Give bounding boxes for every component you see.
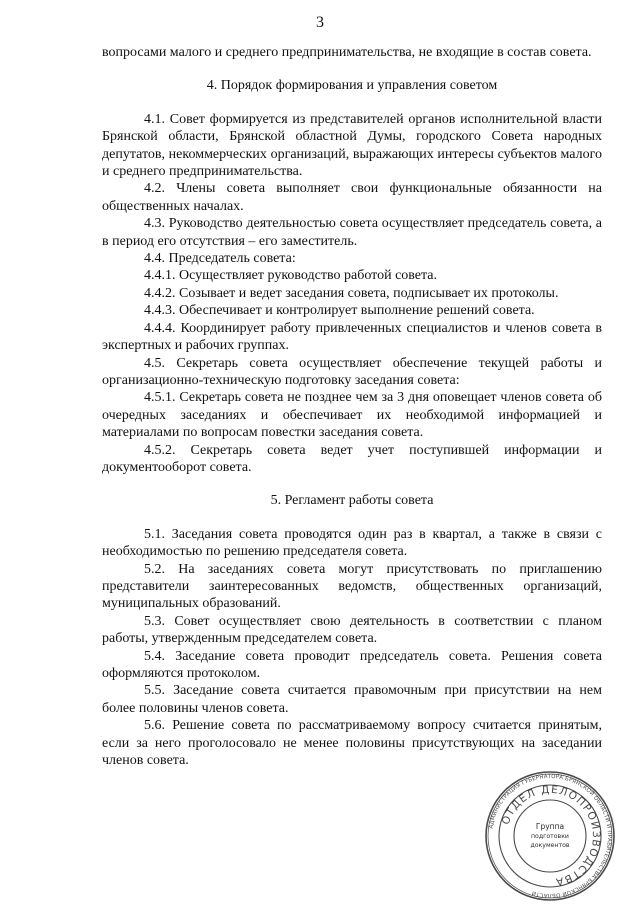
paragraph-4-4-4: 4.4.4. Координирует работу привлеченных специалистов и членов совета в экспертных и рабочих группах.: [102, 320, 602, 354]
stamp-center-line-1: Группа: [535, 822, 565, 831]
paragraph-5-2: 5.2. На заседаниях совета могут присутствовать по приглашению представители заинтересованных ведомств, общественных организаций, муниципальных образований.: [102, 561, 602, 612]
section-4-title: 4. Порядок формирования и управления советом: [206, 78, 498, 94]
paragraph-5-3: 5.3. Совет осуществляет свою деятельность в соответствии с планом работы, утвержденным председателем совета.: [102, 613, 602, 647]
paragraph-4-5: 4.5. Секретарь совета осуществляет обеспечение текущей работы и организационно-техническую подготовку заседания совета:: [102, 355, 602, 388]
paragraph-4-4-2: 4.4.2. Созывает и ведет заседания совета, подписывает их протоколы.: [144, 285, 559, 301]
paragraph-5-6: 5.6. Решение совета по рассматриваемому вопросу считается принятым, если за него проголосовало не менее половины присутствующих на заседании членов совета.: [102, 718, 602, 769]
official-stamp: [484, 770, 616, 902]
paragraph-4-1: 4.1. Совет формируется из представителей органов исполнительной власти Брянской области, Брянской областной Думы, городского Совета народных депутатов, некоммерческих организаций, выражающих интересы субъектов малого и среднего предпринимательства.: [102, 111, 602, 180]
stamp-ring-text: ОТДЕЛ ДЕЛОПРОИЗВОДСТВА: [499, 783, 603, 888]
paragraph-4-4-3: 4.4.3. Обеспечивает и контролирует выполнение решений совета.: [144, 303, 535, 319]
page-number: 3: [316, 14, 324, 31]
paragraph-4-4: 4.4. Председатель совета:: [144, 251, 296, 267]
stamp-center-line-2: подготовки: [531, 833, 569, 840]
paragraph-4-5-1: 4.5.1. Секретарь совета не позднее чем за 3 дня оповещает членов совета об очередных заседаниях и обеспечивает их необходимой информацией и материалами по вопросам повестки заседания совета.: [102, 390, 602, 441]
document-body: [102, 44, 602, 769]
paragraph-4-3: 4.3. Руководство деятельностью совета осуществляет председатель совета, а в период его отсутствия – его заместитель.: [102, 216, 602, 249]
paragraph-4-5-2: 4.5.2. Секретарь совета ведет учет поступившей информации и документооборот совета.: [102, 442, 602, 475]
paragraph-4-2: 4.2. Члены совета выполняет свои функциональные обязанности на общественных началах.: [102, 181, 602, 214]
intro-paragraph: вопросами малого и среднего предпринимательства, не входящие в состав совета.: [102, 45, 592, 60]
paragraph-5-5: 5.5. Заседание совета считается правомочным при присутствии на нем более половины членов совета.: [102, 683, 602, 716]
paragraph-5-4: 5.4. Заседание совета проводит председатель совета. Решения совета оформляются протоколом.: [102, 648, 602, 681]
section-5-title: 5. Регламент работы совета: [270, 493, 434, 509]
stamp-outer-text: АДМИНИСТРАЦИЯ ГУБЕРНАТОРА БРЯНСКОЙ ОБЛАСТИ И ПРАВИТЕЛЬСТВА БРЯНСКОЙ ОБЛАСТИ: [488, 773, 613, 899]
paragraph-4-4-1: 4.4.1. Осуществляет руководство работой совета.: [144, 268, 438, 284]
stamp-center-line-3: документов: [530, 842, 570, 849]
paragraph-5-1: 5.1. Заседания совета проводятся один раз в квартал, а также в связи с необходимостью по решению председателя совета.: [102, 526, 602, 560]
